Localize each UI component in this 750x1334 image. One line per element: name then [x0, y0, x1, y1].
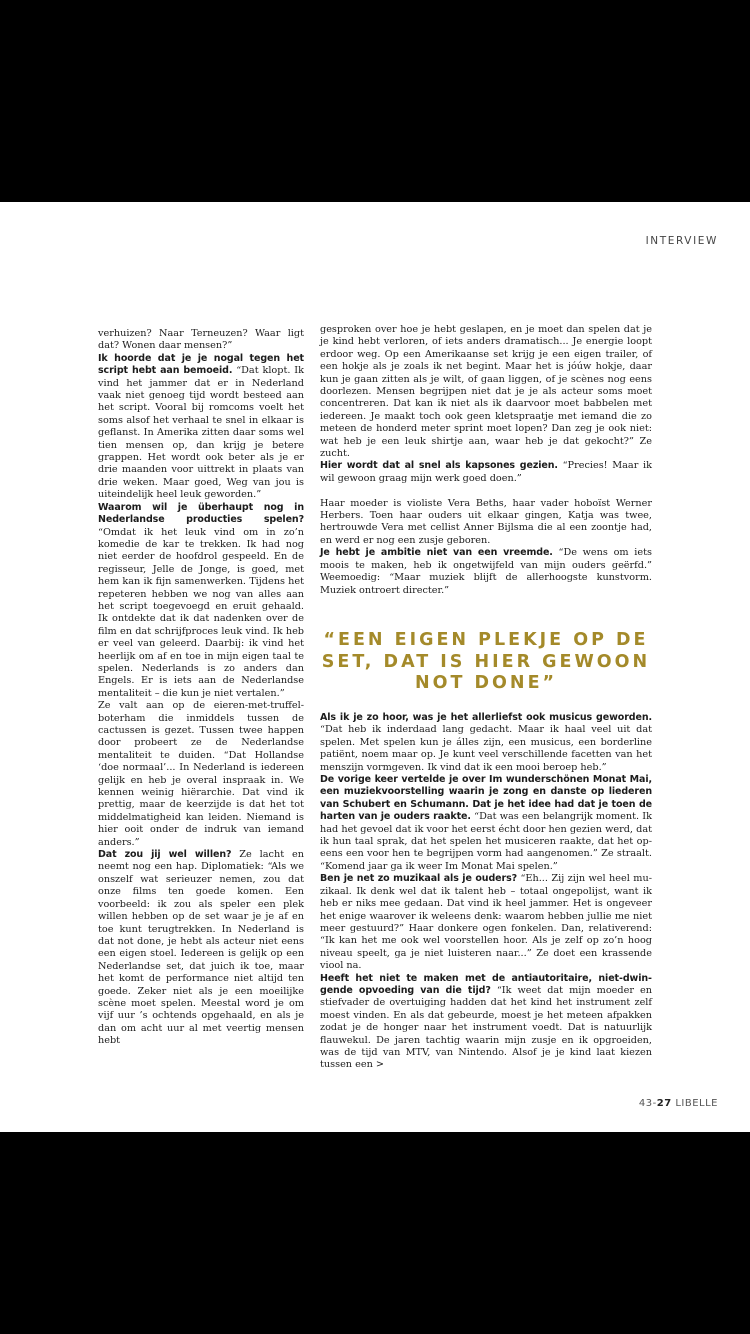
right-column-bottom [320, 712, 652, 1072]
paragraph [98, 328, 304, 353]
paragraph [98, 849, 304, 1048]
magazine-page [0, 202, 750, 1132]
paragraph [320, 774, 652, 873]
bottom-black-bar [0, 1132, 750, 1334]
body-text: gesproken over hoe je hebt geslapen, en je moet dan spelen dat je je kind hebt verloren, of iets anders dramatisch... Je energie loopt erdoor weg. Op een Amerikaanse set krijg je een eigen trailer, of een hokje als je zoals ik net begint. Maar het is jóúw hokje, daar kun je gaan zitten als je wilt, of gaan liggen, of je scènes nog eens doorlezen. Mensen begrijpen niet dat je je als acteur soms moet concentreren. Dat kan ik niet als ik daarvoor moet babbelen met iedereen. Je maakt toch ook geen kletspraatje met iemand die zo meteen de honderd meter sprint moet lopen? Dan zeg je ook niet: wat heb je een leuk shirtje aan, waar heb je dat gekocht?” Ze zucht. [320, 324, 652, 460]
answer-text: “Dat heb ik inderdaad lang gedacht. Maar ik haal veel uit dat spelen. Met spelen kun je álles zijn, een musicus, een borderline patiënt, noem maar op. Je kunt veel verschillende facetten van het menszijn vormgeven. Ik vind dat ik een mooi beroep heb.” [320, 724, 652, 773]
page-footer [639, 1098, 718, 1109]
interview-question: Waarom wil je überhaupt nog in Nederlandse producties spelen? [98, 501, 304, 526]
interview-question: Dat zou jij wel willen? [98, 849, 232, 861]
paragraph [320, 498, 652, 548]
answer-text: Ze lacht en neemt nog een hap. Diplomatiek: “Als we onszelf wat serieuzer nemen, zou dat onze films ten goede komen. Een voorbeeld: ik zou als speler een plek willen hebben op de set waar je je af en toe kunt terugtrekken. In Nederland is dat not done, je hebt als acteur niet eens een eigen stoel. Iedereen is gelijk op een Nederlandse set, dat juich ik toe, maar het komt de performance niet altijd ten goede. Zeker niet als je een moeilijke scène moet spelen. Meestal word je om vijf uur ’s ochtends opgehaald, en als je dan om acht uur al met veertig mensen hebt [98, 849, 304, 1047]
interview-question: Hier wordt dat al snel als kapsones gezien. [320, 460, 558, 472]
top-black-bar [0, 0, 750, 202]
answer-text: “Dat klopt. Ik vind het jammer dat er in Nederland vaak niet genoeg tijd wordt besteed aan het script. Vooral bij romcoms voelt het soms alsof het verhaal te snel in elkaar is geflanst. In Amerika zitten daar soms wel tien mensen op, dan krijg je betere grappen. Het wordt ook beter als je er drie maanden voor uittrekt in plaats van drie weken. Maar goed, Weg van jou is uiteindelijk heel leuk geworden.” [98, 365, 304, 501]
page-prefix: 43- [638, 1098, 657, 1109]
right-column-top [320, 324, 652, 597]
paragraph [320, 460, 652, 485]
paragraph [320, 547, 652, 597]
continue-arrow-icon: > [372, 1059, 385, 1071]
answer-text: “Omdat ik het leuk vind om in zo’n komedie de kar te trekken. Ik had nog niet eerder de hoofdrol gespeeld. En de regisseur, Jelle de Jonge, is goed, met hem kan ik fijn samenwerken. Tijdens het repeteren hebben we nog van alles aan het script toegevoegd en eruit gehaald. Ik ontdekte dat ik dat nadenken over de film en dat schrijfproces leuk vind. Ik heb er veel van geleerd. Daarbij: ik vind het heerlijk om af en toe in mijn eigen taal te spelen. Nederlands is zo anders dan Engels. Er is iets aan de Nederlandse mentaliteit – die kun je niet vertalen.” [98, 526, 304, 699]
answer-text: “Eh... Zij zijn wel heel muzikaal. Ik denk wel dat ik talent heb – totaal ongepolijst, want ik heb er niks mee gedaan. Dat vind ik heel jammer. Het is ongeveer het enige waarover ik weleens denk: waarom hebben jullie me niet meer gestuurd?” Haar donkere ogen fonkelen. Dan, relativerend: “Ik kan het me ook wel voorstellen hoor. Als je zelf op zo’n hoog niveau speelt, ga je niet luisteren naar...” Ze doet een krassende viool na. [320, 873, 652, 972]
answer-text: “Precies! Maar ik wil gewoon graag mijn werk goed doen.” [320, 460, 652, 484]
body-text: verhuizen? Naar Terneuzen? Waar ligt dat? Wonen daar mensen?” [98, 328, 304, 352]
body-text: Haar moeder is violiste Vera Beths, haar vader hoboïst Werner Herbers. Toen haar ouders uit elkaar gingen, Katja was twee, hertrouwde Vera met cellist Anner Bijlsma die al een zoontje had, en werd er nog een zusje geboren. [320, 497, 652, 546]
body-text: Ze valt aan op de eieren-met-truffel-boterham die inmiddels tussen de cactussen is gezet. Tussen twee happen door probeert ze de Nederlandse mentaliteit te duiden. “Dat Hollandse ‘doe normaal’... In Nederland is iedereen gelijk en heb je overal inspraak in. We kennen weinig hiërarchie. Dat vind ik prettig, maar de keerzijde is dat het tot middelmatigheid kan leiden. Niemand is hier ooit onder de indruk van iemand anders.” [98, 700, 304, 848]
paragraph [320, 873, 652, 972]
left-column [98, 328, 304, 1048]
interview-question: Ben je net zo muzikaal als je ouders? [320, 873, 518, 885]
answer-text: “Dat was een belangrijk moment. Ik had het gevoel dat ik voor het eerst écht door hen gezien werd, dat ik hun taal sprak, dat het spelen het musiceren raakte, dat het opeens een voor hen te begrijpen vorm had aangenomen.” Ze straalt. “Komend jaar ga ik weer Im Monat Mai spelen.” [320, 811, 652, 872]
interview-question: De vorige keer vertelde je over Im wunderschönen Monat Mai, een muziekvoorstelling waarin je zong en danste op liederen van Schubert en Schumann. Dat je het idee had dat je toen de harten van je ouders raakte. [320, 774, 652, 823]
paragraph [98, 502, 304, 701]
answer-text: “De wens om iets moois te maken, heb ik ongetwijfeld van mijn ouders geërfd.” Weemoedig: “Maar muziek blijft de allerhoogste kunstvorm. Muziek ontroert directer.” [320, 547, 652, 596]
paragraph [98, 700, 304, 849]
interview-question: Ik hoorde dat je je nogal tegen het script hebt aan bemoeid. [98, 352, 304, 377]
paragraph [98, 353, 304, 502]
answer-text: “Ik weet dat mijn moeder en stiefvader de overtuiging hadden dat het kind het instrument zelf moest vinden. En als dat gebeurde, moest je het meteen afpakken zodat je de honger naar het instrument voedt. Dat is natuurlijk flauwekul. De jaren tachtig waarin mijn zusje en ik opgroeiden, was de tijd van MTV, van Nintendo. Alsof je je kind laat kiezen tussen een [320, 984, 652, 1071]
paragraph [320, 712, 652, 774]
interview-question: Heeft het niet te maken met de antiautoritaire, niet-dwingende opvoeding van die tijd? [320, 972, 652, 996]
paragraph [320, 324, 652, 460]
page-number: 27 [656, 1098, 672, 1109]
pull-quote: “EEN EIGEN PLEKJE OP DE SET, DAT IS HIER GEWOON NOT DONE” [321, 630, 651, 693]
paragraph [320, 973, 652, 1072]
magazine-name: LIBELLE [671, 1098, 718, 1109]
section-label: INTERVIEW [645, 235, 718, 247]
interview-question: Je hebt je ambitie niet van een vreemde. [320, 547, 553, 559]
interview-question: Als ik je zo hoor, was je het allerliefst ook musicus geworden. [320, 712, 652, 723]
